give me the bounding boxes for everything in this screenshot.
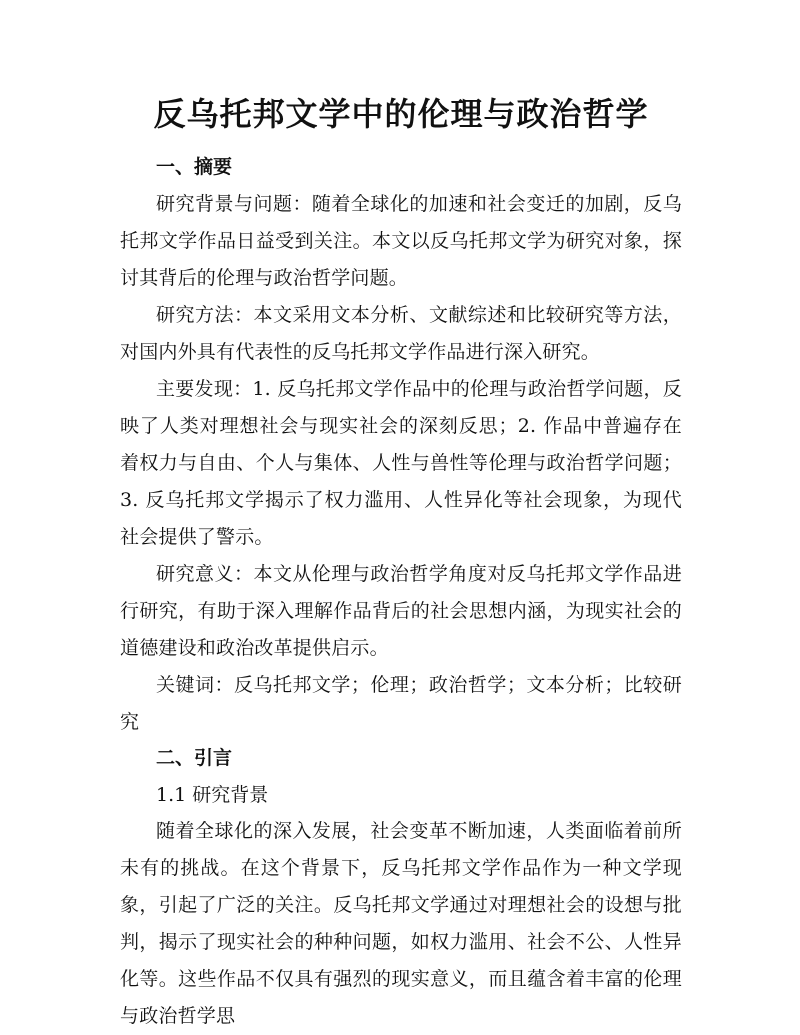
abstract-heading: 一、摘要 [156, 156, 233, 178]
keywords-line: 关键词：反乌托邦文学；伦理；政治哲学；文本分析；比较研究 [120, 674, 682, 733]
abstract-significance-paragraph: 研究意义：本文从伦理与政治哲学角度对反乌托邦文学作品进行研究，有助于深入理解作品背后的社会思想内涵，为现实社会的道德建设和政治改革提供启示。 [120, 563, 682, 659]
intro-subheading-1-1: 1.1 研究背景 [156, 784, 269, 806]
document-title: 反乌托邦文学中的伦理与政治哲学 [153, 95, 649, 133]
intro-paragraph: 随着全球化的深入发展，社会变革不断加速，人类面临着前所未有的挑战。在这个背景下，反乌托邦文学作品作为一种文学现象，引起了广泛的关注。反乌托邦文学通过对理想社会的设想与批判，揭示了现实社会的种种问题，如权力滥用、社会不公、人性异化等。这些作品不仅具有强烈的现实意义，而且蕴含着丰富的伦理与政治哲学思 [120, 820, 682, 1027]
abstract-background-paragraph: 研究背景与问题：随着全球化的加速和社会变迁的加剧，反乌托邦文学作品日益受到关注。本文以反乌托邦文学为研究对象，探讨其背后的伦理与政治哲学问题。 [120, 193, 682, 289]
intro-heading: 二、引言 [156, 747, 233, 769]
abstract-findings-paragraph: 主要发现：1. 反乌托邦文学作品中的伦理与政治哲学问题，反映了人类对理想社会与现实社会的深刻反思；2. 作品中普遍存在着权力与自由、个人与集体、人性与兽性等伦理与政治哲学问题；3. 反乌托邦文学揭示了权力滥用、人性异化等社会现象，为现代社会提供了警示。 [120, 378, 682, 548]
abstract-method-paragraph: 研究方法：本文采用文本分析、文献综述和比较研究等方法，对国内外具有代表性的反乌托邦文学作品进行深入研究。 [120, 304, 682, 363]
